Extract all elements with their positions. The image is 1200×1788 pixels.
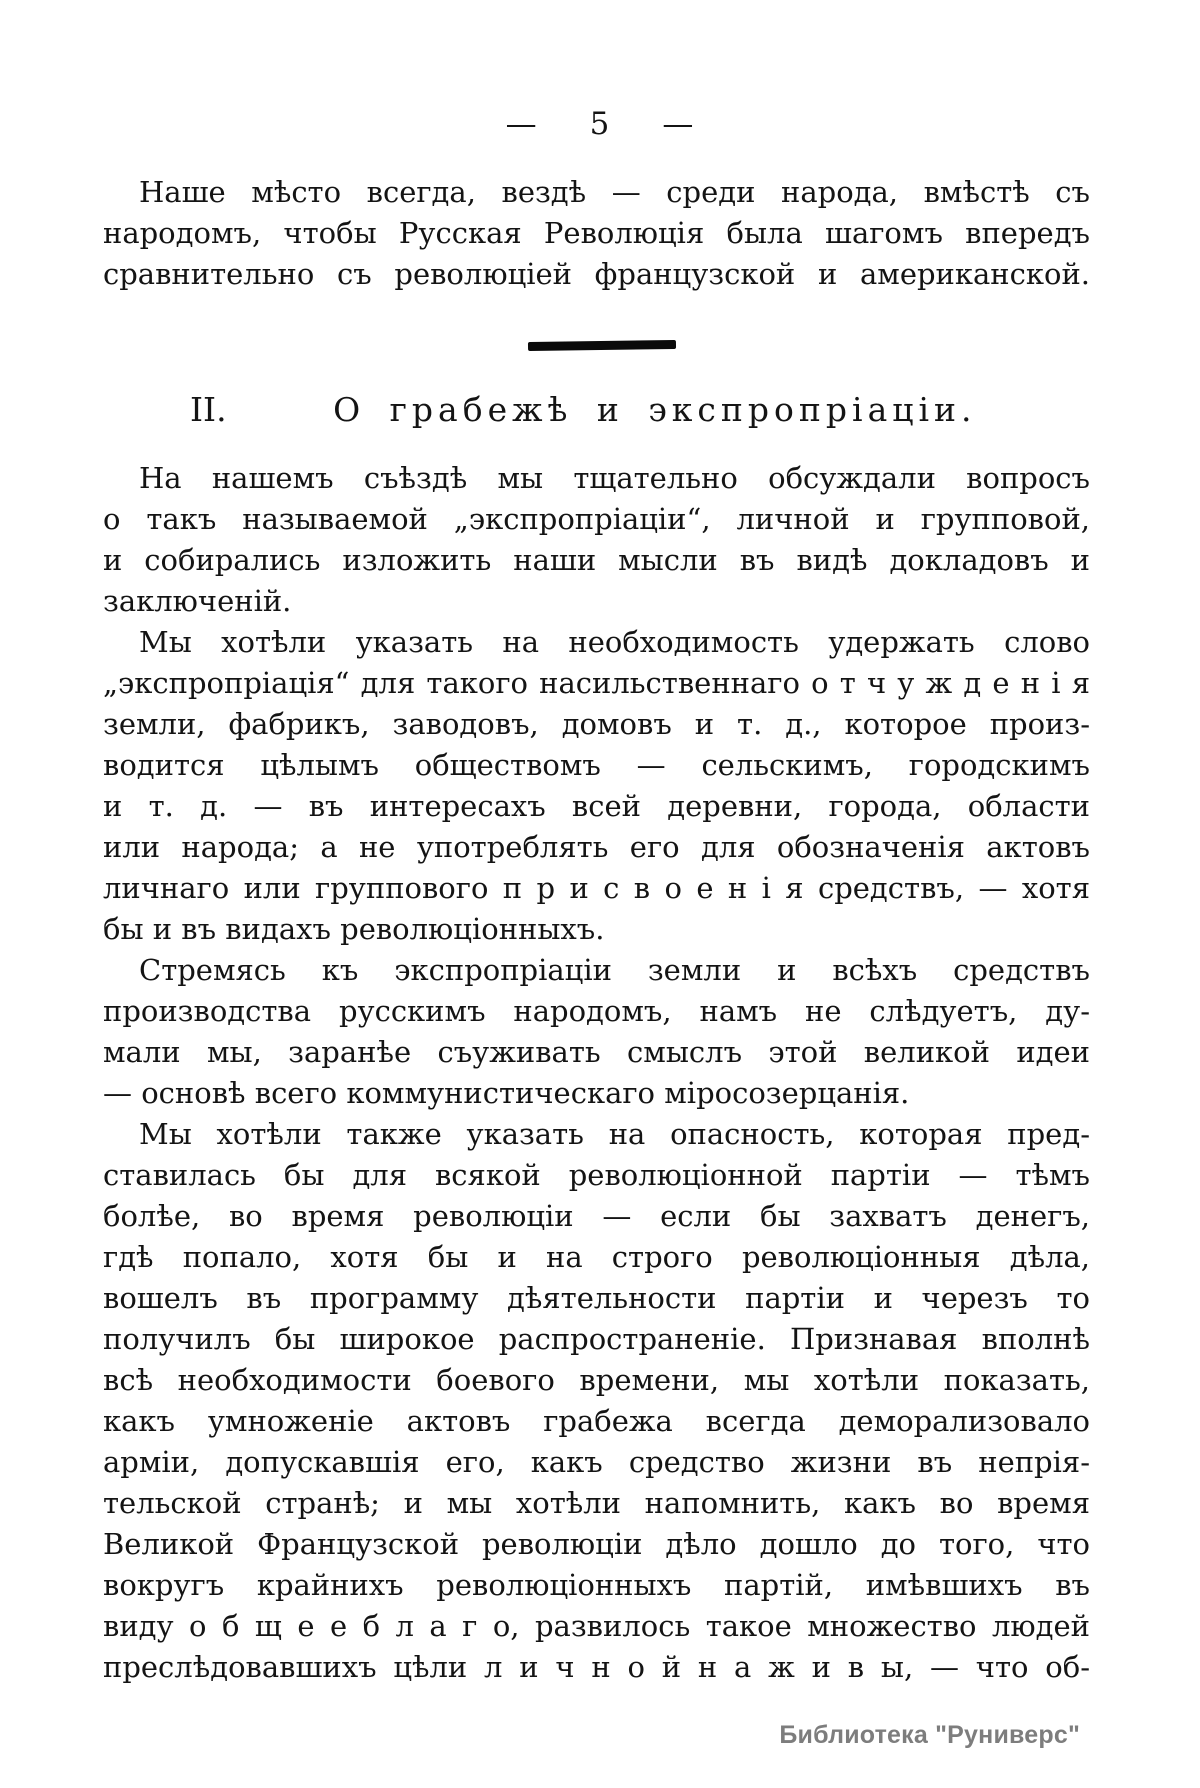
- text-line: о такъ называемой „экспропріаціи“, личной и групповой,: [103, 502, 1090, 536]
- section-numeral: II.: [190, 390, 227, 429]
- text-line: и собирались изложить наши мысли въ видѣ докладовъ и: [103, 543, 1090, 577]
- text-line: личнаго или группового п р и с в о е н і я средствъ, — хотя: [103, 871, 1090, 905]
- text-line: сравнительно съ революціей французской и американской.: [103, 257, 1090, 291]
- text-line: и т. д. — въ интересахъ всей деревни, города, области: [103, 789, 1090, 823]
- text-line: заключеній.: [103, 584, 292, 618]
- library-watermark: Библиотека "Руниверс": [779, 1721, 1080, 1749]
- body-paragraph: [103, 950, 1090, 1114]
- body-paragraph: [103, 458, 1090, 622]
- text-line: вошелъ въ программу дѣятельности партіи и черезъ то: [103, 1281, 1090, 1315]
- text-line: водится цѣлымъ обществомъ — сельскимъ, городскимъ: [103, 748, 1090, 782]
- text-line: ставилась бы для всякой революціонной партіи — тѣмъ: [103, 1158, 1090, 1192]
- text-line: Мы хотѣли также указать на опасность, которая пред-: [139, 1117, 1090, 1151]
- text-line: виду о б щ е е б л а г о, развилось такое множество людей: [103, 1609, 1090, 1643]
- page-number-value: 5: [589, 106, 611, 142]
- text-line: всѣ необходимости боевого времени, мы хотѣли показать,: [103, 1363, 1090, 1397]
- section-title: О грабежѣ и экспропріаціи.: [333, 390, 977, 429]
- body-text: [103, 458, 1090, 1688]
- text-line: — основѣ всего коммунистическаго міросозерцанія.: [103, 1076, 910, 1110]
- text-line: мали мы, заранѣе съуживать смыслъ этой великой идеи: [103, 1035, 1090, 1069]
- text-line: гдѣ попало, хотя бы и на строго революціонныя дѣла,: [103, 1240, 1090, 1274]
- body-paragraph: [103, 622, 1090, 950]
- text-line: народомъ, чтобы Русская Революція была шагомъ впередъ: [103, 216, 1090, 250]
- page-number-dash-left: —: [505, 106, 538, 142]
- text-line: какъ умноженіе актовъ грабежа всегда деморализовало: [103, 1404, 1090, 1438]
- text-line: „экспропріація“ для такого насильственнаго о т ч у ж д е н і я: [103, 666, 1090, 700]
- body-paragraph: [103, 1114, 1090, 1688]
- section-separator-rule: [528, 340, 676, 351]
- text-line: получилъ бы широкое распространеніе. Признавая вполнѣ: [103, 1322, 1090, 1356]
- text-line: Стремясь къ экспропріаціи земли и всѣхъ средствъ: [139, 953, 1090, 987]
- text-line: вокругъ крайнихъ революціонныхъ партій, имѣвшихъ въ: [103, 1568, 1090, 1602]
- text-line: болѣе, во время революціи — если бы захватъ денегъ,: [103, 1199, 1090, 1233]
- text-line: производства русскимъ народомъ, намъ не слѣдуетъ, ду-: [103, 994, 1090, 1028]
- text-line: На нашемъ съѣздѣ мы тщательно обсуждали вопросъ: [139, 461, 1090, 495]
- text-line: или народа; а не употреблять его для обозначенія актовъ: [103, 830, 1090, 864]
- text-line: тельской странѣ; и мы хотѣли напомнить, какъ во время: [103, 1486, 1090, 1520]
- text-line: бы и въ видахъ революціонныхъ.: [103, 912, 605, 946]
- text-line: арміи, допускавшія его, какъ средство жизни въ непрія-: [103, 1445, 1090, 1479]
- text-line: преслѣдовавшихъ цѣли л и ч н о й н а ж и в ы, — что об-: [103, 1650, 1090, 1684]
- text-line: Великой Французской революціи дѣло дошло до того, что: [103, 1527, 1090, 1561]
- text-line: Мы хотѣли указать на необходимость удержать слово: [139, 625, 1090, 659]
- page-number-dash-right: —: [662, 106, 695, 142]
- section-heading: [103, 388, 1090, 432]
- text-line: Наше мѣсто всегда, вездѣ — среди народа, вмѣстѣ съ: [139, 175, 1090, 209]
- intro-paragraph: [103, 172, 1090, 295]
- text-line: земли, фабрикъ, заводовъ, домовъ и т. д., которое произ-: [103, 707, 1090, 741]
- page-number: [0, 104, 1200, 144]
